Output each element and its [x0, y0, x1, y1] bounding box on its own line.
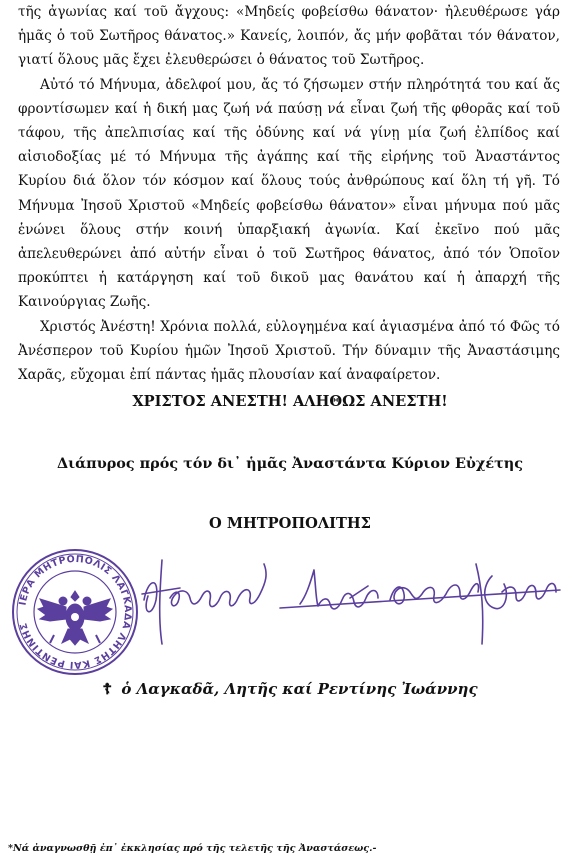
paragraph-2: Αὐτό τό Μήνυμα, ἀδελφοί μου, ἄς τό ζήσωμεν στήν πληρότητά του καί ἄς φροντίσωμεν καί ἡ δική μας ζωή νά παύσῃ νά εἶναι ζωή τῆς φθορᾶς καί τοῦ τάφου, τῆς ἀπελπισίας καί τῆς ὀδύνης καί νά γίνῃ μία ζωή ἐλπίδος καί αἰσιοδοξίας μέ τό Μήνυμα τῆς ἀγάπης καί τῆς εἰρήνης τοῦ Ἀναστάντος Κυρίου διά ὅλον τόν κόσμον καί ὅλους τούς ἀνθρώπους καί ὅλη τή γῆ. Τό Μήνυμα Ἰησοῦ Χριστοῦ «Μηδείς φοβείσθω θάνατον» εἶναι μήνυμα πού μᾶς ἑνώνει ὅλους στήν κοινή ὑπαρξιακή ἀγωνία. Καί ἐκεῖνο πού μᾶς ἀπελευθερώνει ἀπό αὐτήν εἶναι ὁ τοῦ Σωτῆρος θάνατος, ἀπό τόν Ὁποῖον προκύπτει ἡ κατάργηση καί τοῦ δικοῦ μας θανάτου καί ἡ ἀπαρχή τῆς Καινούργιας Ζωῆς.: [18, 76, 560, 311]
paragraph-3: Χριστός Ἀνέστη! Χρόνια πολλά, εὐλογημένα καί ἁγιασμένα ἀπό τό Φῶς τό Ἀνέσπερον τοῦ Κυρίου ἡμῶν Ἰησοῦ Χριστοῦ. Τήν δύναμιν τῆς Ἀναστάσιμης Χαρᾶς, εὔχομαι ἐπί πάντας ἡμᾶς πλουσίαν καί ἀναφαίρετον.: [18, 318, 560, 384]
signer-line: [0, 680, 580, 698]
easter-greeting: ΧΡΙΣΤΟΣ ΑΝΕΣΤΗ! ΑΛΗΘΩΣ ΑΝΕΣΤΗ!: [132, 393, 448, 410]
signature-image: [140, 548, 570, 648]
signer-name: ὁ Λαγκαδᾶ, Λητῆς καί Ρεντίνης Ἰωάννης: [121, 680, 478, 698]
svg-text:ΙΕΡΑ ΜΗΤΡΟΠΟΛΙΣ ΛΑΓΚΑΔΑ ΛΗΤΗΣ: ΙΕΡΑ ΜΗΤΡΟΠΟΛΙΣ ΛΑΓΚΑΔΑ ΛΗΤΗΣ ΚΑΙ ΡΕΝΤΙΝΗΣ: [17, 553, 134, 671]
footnote: *Νά ἀναγνωσθῇ ἐπ᾽ ἐκκλησίας πρό τῆς τελετῆς τῆς Ἀναστάσεως.-: [8, 843, 377, 854]
letter-body: [18, 0, 560, 387]
cross-icon: ☦: [102, 680, 113, 698]
metropolis-seal: [10, 547, 140, 677]
paragraph-1: τῆς ἀγωνίας καί τοῦ ἄγχους: «Μηδείς φοβείσθω θάνατον· ἠλευθέρωσε γάρ ἡμᾶς ὁ τοῦ Σωτῆρος θάνατος.» Κανείς, λοιπόν, ἄς μήν φοβᾶται τόν θάνατον, γιατί ὅλους μᾶς ἔχει ἐλευθερώσει ὁ θάνατος τοῦ Σωτῆρος.: [18, 4, 560, 69]
metropolitan-title: Ο ΜΗΤΡΟΠΟΛΙΤΗΣ: [209, 515, 371, 532]
closing-line: Διάπυρος πρός τόν δι᾽ ἡμᾶς Ἀναστάντα Κύριον Εὐχέτης: [56, 455, 524, 472]
